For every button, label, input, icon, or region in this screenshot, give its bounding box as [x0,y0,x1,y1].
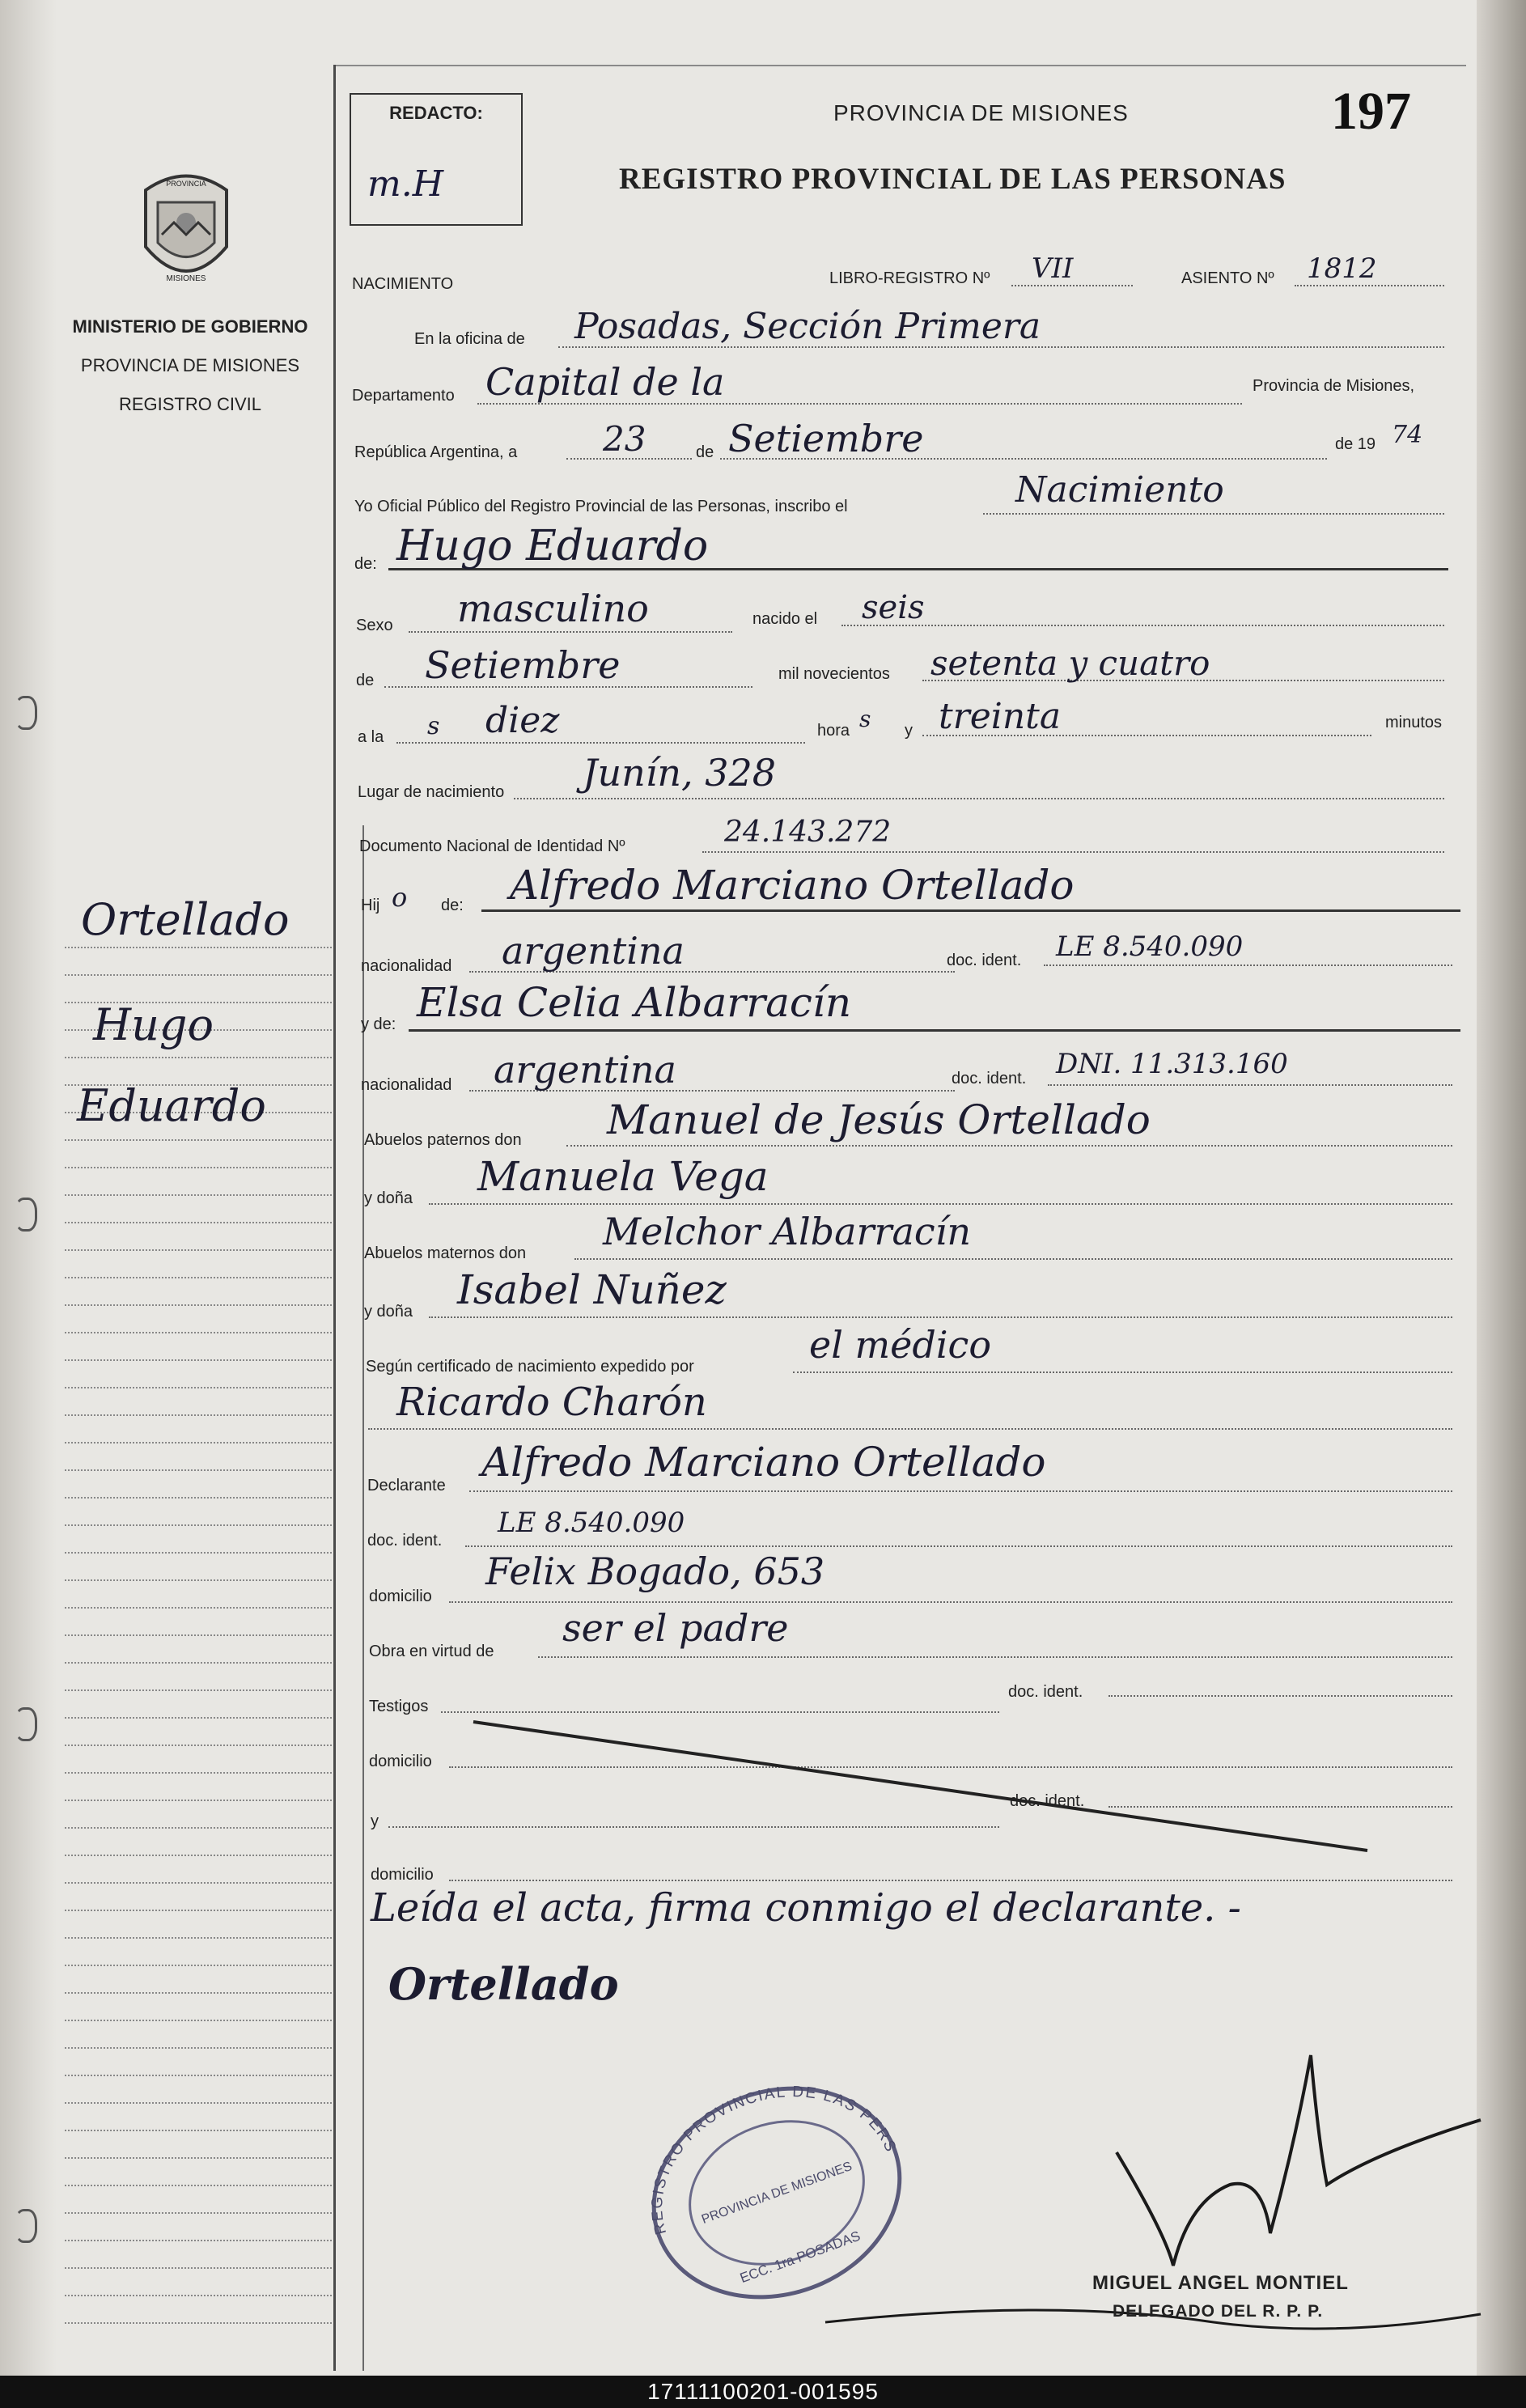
dni-label: Documento Nacional de Identidad Nº [359,837,625,855]
departamento-value: Capital de la [485,360,725,404]
testigos-label: Testigos [369,1698,429,1715]
cancel-line [473,1722,1367,1851]
de2-label: de: [354,555,377,573]
ministry-name: MINISTERIO DE GOBIERNO [72,316,308,337]
y-label: y [905,722,913,740]
docident4-label: doc. ident. [1008,1683,1083,1701]
declarante-label: Declarante [367,1477,446,1494]
oficina-label: En la oficina de [414,330,525,348]
yde-label: y de: [361,1015,396,1033]
horas-suffix: s [859,706,871,732]
mil-label: mil novecientos [778,665,890,683]
margin-surname: Ortellado [81,894,290,945]
abuela-mat: Isabel Nuñez [457,1266,727,1313]
nacionalidad-label: nacionalidad [361,957,452,975]
logo-text-bottom: MISIONES [166,274,206,283]
sexo-label: Sexo [356,617,393,634]
abuelo-pat: Manuel de Jesús Ortellado [607,1096,1151,1143]
nombre-value: Hugo Eduardo [396,522,709,570]
closing-text: Leída el acta, firma conmigo el declarante. - [371,1885,1241,1931]
nacido-month: Setiembre [425,643,621,687]
official-signature [1117,2055,1481,2266]
declarante-signature: Ortellado [388,1958,619,2010]
madre-nac: argentina [494,1048,676,1092]
abuela-pat: Manuela Vega [477,1153,769,1200]
official-title: DELEGADO DEL R. P. P. [1113,2302,1324,2321]
ydona-label: y doña [364,1189,413,1207]
ministry-province: PROVINCIA DE MISIONES [80,355,300,375]
ala-suffix: s [427,712,440,740]
madre-value: Elsa Celia Albarracín [417,979,852,1026]
margin-name2: Eduardo [77,1080,266,1131]
nacido-day: seis [862,589,925,626]
y2-label: y [371,1812,379,1830]
libro-value: VII [1032,252,1074,285]
year-value: 74 [1392,421,1423,449]
oficial-label: Yo Oficial Público del Registro Provincial de las Personas, inscribo el [354,498,848,515]
de3-label: de [356,672,375,689]
asiento-label: ASIENTO Nº [1181,269,1274,287]
record-type-label: NACIMIENTO [352,275,454,293]
hij-label: Hij [361,897,380,914]
departamento-label: Departamento [352,387,455,405]
page-number: 197 [1331,82,1411,141]
abuelos-mat-label: Abuelos maternos don [364,1244,527,1262]
official-name: MIGUEL ANGEL MONTIEL [1092,2272,1349,2294]
padre-nac: argentina [502,929,685,973]
domicilio3-label: domicilio [371,1866,434,1884]
ydona2-label: y doña [364,1303,413,1321]
madre-doc: DNI. 11.313.160 [1056,1048,1288,1080]
lugar-value: Junín, 328 [583,751,777,795]
acto-value: Nacimiento [1015,469,1224,511]
medico-value: Ricardo Charón [396,1380,707,1425]
sexo-value: masculino [457,587,649,630]
abuelo-mat: Melchor Albarracín [603,1210,972,1253]
stamp-inner-text: PROVINCIA DE MISIONES [699,2159,854,2228]
obra-value: ser el padre [562,1606,789,1650]
de-label: de [696,443,714,461]
domicilio2-label: domicilio [369,1753,432,1770]
margin-name1: Hugo [93,999,214,1050]
domicilio-value: Felix Bogado, 653 [485,1550,825,1593]
hijde-label: de: [441,897,464,914]
declarante-value: Alfredo Marciano Ortellado [481,1439,1046,1486]
padre-value: Alfredo Marciano Ortellado [510,862,1075,909]
docident3-label: doc. ident. [367,1532,443,1550]
ministry-civil: REGISTRO CIVIL [118,394,262,414]
province-title: PROVINCIA DE MISIONES [833,100,1129,125]
asiento-value: 1812 [1307,252,1377,285]
stamp-bottom-text: ECC. 1ra POSADAS [737,2228,863,2287]
nacido-year: setenta y cuatro [930,643,1210,683]
provincia-label: Provincia de Misiones, [1253,377,1415,395]
svg-text:REGISTRO PROVINCIAL DE LAS PER [0,75,900,2408]
official-stamp [0,75,934,2408]
oficina-value: Posadas, Sección Primera [574,306,1041,347]
republica-label: República Argentina, a [354,443,518,461]
segun-value: el médico [809,1323,992,1367]
minutos-value: treinta [939,696,1062,737]
dni-value: 24.143.272 [724,816,892,849]
archive-code: 17111100201-001595 [0,2376,1526,2408]
month-value: Setiembre [728,417,924,460]
docident-label: doc. ident. [947,952,1022,969]
redacto-label: REDACTO: [389,103,483,123]
minutos-label: minutos [1385,714,1443,731]
domicilio-label: domicilio [369,1588,432,1605]
hora-value: diez [485,700,560,741]
horas-label: hora [817,722,850,740]
lugar-label: Lugar de nacimiento [358,783,505,801]
segun-label: Según certificado de nacimiento expedido por [366,1358,694,1376]
nacido-label: nacido el [752,610,818,628]
year-label: de 19 [1335,435,1376,453]
declarante-doc: LE 8.540.090 [498,1507,685,1539]
abuelos-pat-label: Abuelos paternos don [364,1131,522,1149]
obra-label: Obra en virtud de [369,1643,494,1660]
libro-label: LIBRO-REGISTRO Nº [829,269,990,287]
hij-suffix: o [392,882,408,913]
stamp-ring-text: REGISTRO PROVINCIAL DE LAS PERSONAS [648,2084,900,2236]
registry-title: REGISTRO PROVINCIAL DE LAS PERSONAS [619,163,1287,196]
nacionalidad2-label: nacionalidad [361,1076,452,1094]
docident2-label: doc. ident. [952,1070,1027,1087]
redacto-initials: m.H [367,163,444,205]
padre-doc: LE 8.540.090 [1056,931,1244,963]
ala-label: a la [358,728,384,746]
logo-text-top: PROVINCIA [166,180,206,188]
day-value: 23 [603,419,646,459]
docident5-label: doc. ident. [1010,1792,1085,1810]
